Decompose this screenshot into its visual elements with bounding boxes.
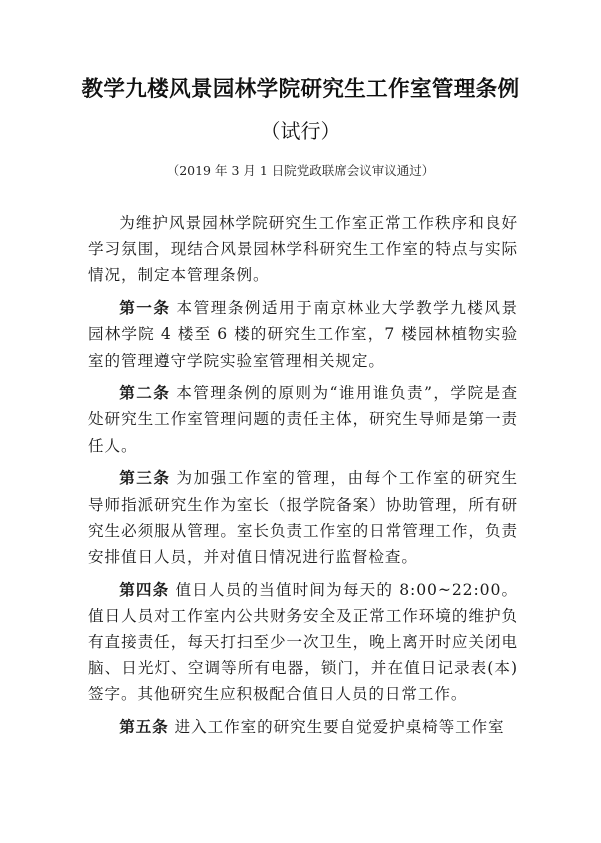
article-paragraph xyxy=(88,295,518,374)
article-label: 第三条 xyxy=(119,469,171,488)
article-paragraph xyxy=(88,577,518,708)
article-label: 第四条 xyxy=(119,580,170,599)
article-text: 为加强工作室的管理，由每个工作室的研究生导师指派研究生作为室长（报学院备案）协助管理，所有研究生必须服从管理。室长负责工作室的日常管理工作，负责安排值日人员，并对值日情况进行监督检查。 xyxy=(88,469,518,566)
document-subtitle: （试行） xyxy=(260,119,341,143)
article-paragraph xyxy=(88,714,518,740)
document-body xyxy=(88,210,518,747)
article-text: 本管理条例适用于南京林业大学教学九楼风景园林学院 4 楼至 6 楼的研究生工作室，7 楼园林植物实验室的管理遵守学院实验室管理相关规定。 xyxy=(88,299,518,370)
article-text: 本管理条例的原则为“谁用谁负责”，学院是查处研究生工作室管理问题的责任主体，研究生导师是第一责任人。 xyxy=(88,384,518,455)
article-label: 第二条 xyxy=(119,384,171,403)
article-label: 第一条 xyxy=(119,299,171,318)
document-title: 教学九楼风景园林学院研究生工作室管理条例 xyxy=(81,77,520,102)
intro-paragraph: 为维护风景园林学院研究生工作室正常工作秩序和良好学习氛围，现结合风景园林学科研究生工作室的特点与实际情况，制定本管理条例。 xyxy=(88,214,518,285)
article-paragraph xyxy=(88,465,518,570)
article-label: 第五条 xyxy=(119,718,169,737)
article-text: 值日人员的当值时间为每天的 8:00~22:00。值日人员对工作室内公共财务安全及正常工作环境的维护负有直接责任，每天打扫至少一次卫生，晚上离开时应关闭电脑、日光灯、空调等所有电器，锁门，并在值日记录表(本)签字。其他研究生应积极配合值日人员的日常工作。 xyxy=(88,580,519,704)
approval-date-note: （2019 年 3 月 1 日院党政联席会议审议通过） xyxy=(166,163,435,178)
article-paragraph xyxy=(88,380,518,459)
article-text: 进入工作室的研究生要自觉爱护桌椅等工作室 xyxy=(174,718,505,737)
